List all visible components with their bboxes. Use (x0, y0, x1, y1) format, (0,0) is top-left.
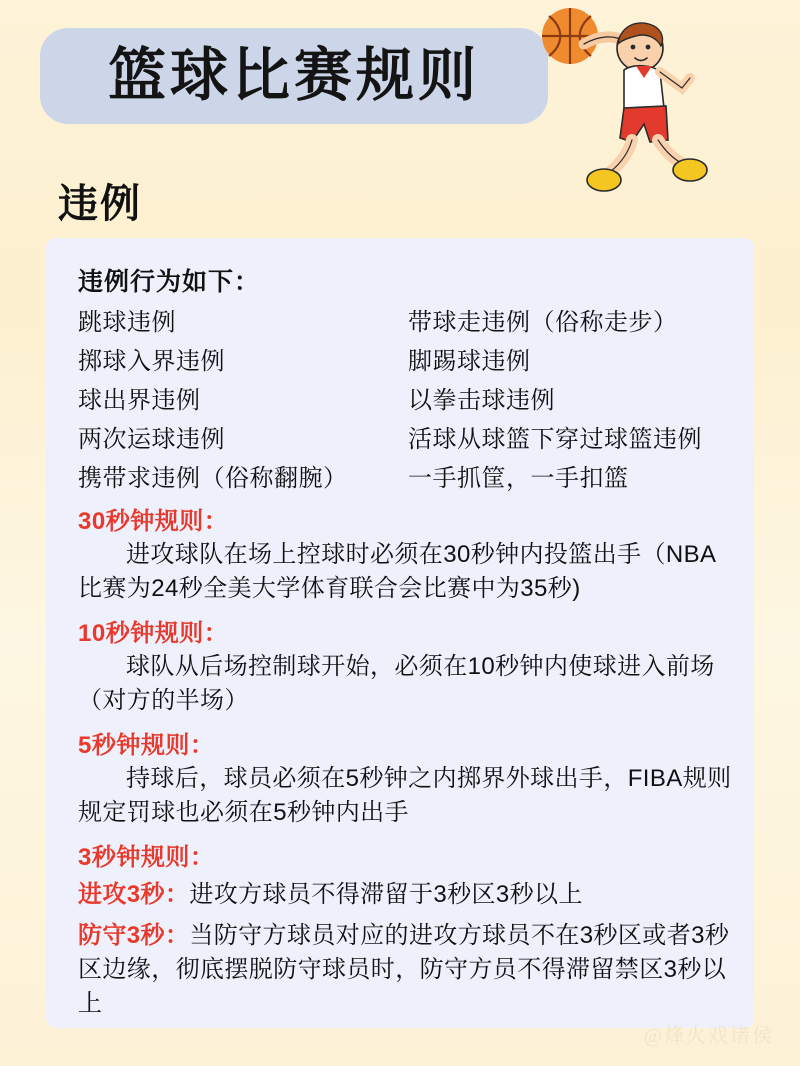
title-banner (40, 28, 548, 124)
watermark: @烽火戏诸侯 (643, 1025, 774, 1047)
list-item: 一手抓筐，一手扣篮 (408, 465, 629, 492)
list-item: 以拳击球违例 (408, 387, 555, 414)
sub-rule-offense-3s (78, 878, 732, 912)
list-item: 跳球违例 (78, 309, 176, 336)
list-item: 脚踢球违例 (408, 348, 531, 375)
rule-body-10s: 球队从后场控制球开始，必须在10秒钟内使球进入前场（对方的半场） (78, 653, 715, 715)
basketball-player-illustration (532, 0, 722, 205)
sub-rule-label-defense: 防守3秒： (78, 921, 190, 949)
violations-lead: 违例行为如下： (78, 268, 261, 296)
page-title: 篮球比赛规则 (107, 43, 480, 108)
rules-card (46, 238, 754, 1028)
rule-body-30s: 进攻球队在场上控球时必须在30秒钟内投篮出手（NBA比赛为24秒全美大学体育联合会比赛中为35秒) (78, 541, 717, 603)
list-item: 活球从球篮下穿过球篮违例 (408, 426, 702, 453)
list-item: 掷球入界违例 (78, 348, 225, 375)
list-item: 带球走违例（俗称走步） (408, 309, 678, 336)
rule-title-3s: 3秒钟规则： (78, 844, 215, 872)
rule-title-30s: 30秒钟规则： (78, 508, 229, 535)
list-item: 携带求违例（俗称翻腕） (78, 465, 348, 492)
violations-list (78, 308, 732, 494)
sub-rule-defense-3s (78, 919, 732, 1021)
sub-rule-text-defense: 当防守方球员对应的进攻方球员不在3秒区或者3秒区边缘，彻底摆脱防守球员时，防守方员不得滞留禁区3秒以上 (78, 921, 730, 1017)
sub-rule-label-offense: 进攻3秒： (78, 881, 190, 909)
rule-title-10s: 10秒钟规则： (78, 620, 229, 648)
rule-body-5s: 持球后，球员必须在5秒钟之内掷界外球出手，FIBA规则规定罚球也必须在5秒钟内出手 (78, 765, 732, 827)
list-item: 两次运球违例 (78, 426, 225, 453)
sub-rule-text-offense: 进攻方球员不得滞留于3秒区3秒以上 (189, 881, 583, 909)
list-item: 球出界违例 (78, 387, 201, 414)
rule-title-5s: 5秒钟规则： (78, 732, 215, 760)
section-heading: 违例 (58, 182, 142, 226)
